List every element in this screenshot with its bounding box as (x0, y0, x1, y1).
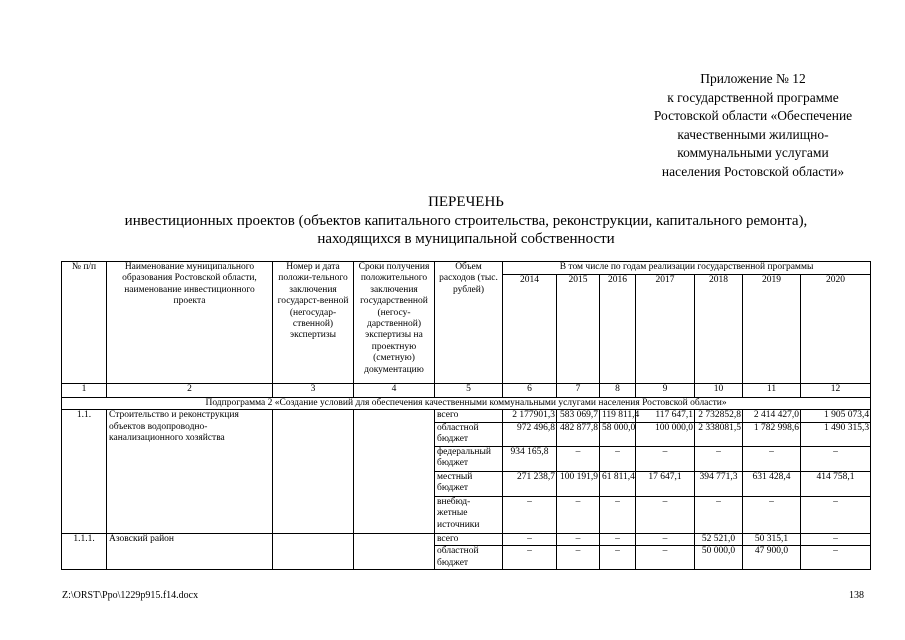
header-year: 2016 (600, 275, 636, 384)
value-cell: 1 905 073,4 (801, 410, 871, 422)
value-cell: 2 732852,8 (695, 410, 743, 422)
project-name: Строительство и реконструкция объектов водопроводно-канализационного хозяйства (107, 410, 273, 533)
investment-projects-table (61, 261, 871, 570)
funding-source: областной бюджет (435, 422, 503, 446)
header-volume: Объем расходов (тыс. рублей) (435, 262, 503, 384)
expertise-term-cell (354, 410, 435, 533)
expertise-date-cell (273, 410, 354, 533)
page-number: 138 (849, 590, 864, 601)
value-cell: 52 521,0 (695, 533, 743, 545)
col-number: 10 (695, 384, 743, 398)
appendix-line: Ростовской области «Обеспечение (653, 108, 853, 123)
value-cell: – (636, 533, 695, 545)
file-path: Z:\ORST\Ppo\1229p915.f14.docx (62, 590, 199, 601)
value-cell: 482 877,8 (557, 422, 600, 446)
value-cell: – (557, 496, 600, 533)
funding-source: внебюд-жетные источники (435, 496, 503, 533)
value-cell: 271 238,7 (503, 471, 557, 496)
value-cell: – (600, 546, 636, 570)
value-cell: – (557, 546, 600, 570)
value-cell: 50 000,0 (695, 546, 743, 570)
column-numbers-row (62, 384, 871, 398)
col-number: 1 (62, 384, 107, 398)
col-number: 9 (636, 384, 695, 398)
value-cell: – (801, 546, 871, 570)
row-number: 1.1. (62, 410, 107, 533)
col-number: 8 (600, 384, 636, 398)
value-cell: – (801, 496, 871, 533)
header-num: № п/п (62, 262, 107, 384)
value-cell: 2 177901,3 (503, 410, 557, 422)
value-cell: 2 414 427,0 (743, 410, 801, 422)
title-heading: ПЕРЕЧЕНЬ (428, 194, 504, 210)
appendix-line: к государственной программе (667, 89, 839, 105)
value-cell: – (503, 546, 557, 570)
value-cell: 394 771,3 (695, 471, 743, 496)
value-cell: – (600, 446, 636, 471)
value-cell: – (557, 533, 600, 545)
value-cell: – (743, 446, 801, 471)
header-expertise-date: Номер и дата положи-тельного заключения государст-венной (негосудар-ственной) экспертизы (273, 262, 354, 384)
col-number: 5 (435, 384, 503, 398)
project-name: Азовский район (107, 533, 273, 569)
value-cell: – (636, 496, 695, 533)
header-year: 2019 (743, 275, 801, 384)
value-cell: 934 165,8 (503, 446, 557, 471)
value-cell: – (600, 533, 636, 545)
title-line: инвестиционных проектов (объектов капитального строительства, реконструкции, капитального ремонта), (124, 212, 808, 229)
col-number: 2 (107, 384, 273, 398)
appendix-line: коммунальными услугами (677, 145, 829, 160)
appendix-line: качественными жилищно- (677, 126, 829, 142)
value-cell: 631 428,4 (743, 471, 801, 496)
col-number: 3 (273, 384, 354, 398)
value-cell: 1 490 315,3 (801, 422, 871, 446)
header-year: 2018 (695, 275, 743, 384)
funding-source: федеральный бюджет (435, 446, 503, 471)
value-cell: – (801, 446, 871, 471)
value-cell: – (695, 496, 743, 533)
value-cell: 50 315,1 (743, 533, 801, 545)
value-cell: 58 000,0 (600, 422, 636, 446)
table-row (62, 533, 871, 545)
value-cell: – (636, 446, 695, 471)
subprogram-row: Подпрограмма 2 «Создание условий для обеспечения качественными коммунальными услугами населения Ростовской области» (62, 398, 871, 410)
header-name: Наименование муниципального образования Ростовской области, наименование инвестиционного проекта (107, 262, 273, 384)
col-number: 11 (743, 384, 801, 398)
value-cell: 119 811,4 (600, 410, 636, 422)
header-year: 2020 (801, 275, 871, 384)
value-cell: 117 647,1 (636, 410, 695, 422)
value-cell: – (743, 496, 801, 533)
header-year: 2014 (503, 275, 557, 384)
value-cell: – (503, 533, 557, 545)
document-title (40, 193, 892, 249)
col-number: 6 (503, 384, 557, 398)
funding-source: областной бюджет (435, 546, 503, 570)
value-cell: – (636, 546, 695, 570)
expertise-term-cell (354, 533, 435, 569)
value-cell: 61 811,4 (600, 471, 636, 496)
header-by-years: В том числе по годам реализации государственной программы (503, 262, 871, 275)
funding-source: всего (435, 410, 503, 422)
funding-source: всего (435, 533, 503, 545)
row-number: 1.1.1. (62, 533, 107, 569)
value-cell: – (503, 496, 557, 533)
appendix-line: Приложение № 12 (700, 71, 806, 86)
title-line: находящихся в муниципальной собственности (317, 231, 615, 247)
value-cell: – (695, 446, 743, 471)
header-year: 2017 (636, 275, 695, 384)
header-year: 2015 (557, 275, 600, 384)
value-cell: 100 000,0 (636, 422, 695, 446)
value-cell: – (801, 533, 871, 545)
header-expertise-term: Сроки получения положительного заключения государственной (негосу-дарственной) экспертизы на проектную (сметную) документацию (354, 262, 435, 384)
col-number: 4 (354, 384, 435, 398)
appendix-block (608, 70, 898, 181)
value-cell: 100 191,9 (557, 471, 600, 496)
table-row (62, 410, 871, 422)
value-cell: – (557, 446, 600, 471)
value-cell: – (600, 496, 636, 533)
value-cell: 414 758,1 (801, 471, 871, 496)
expertise-date-cell (273, 533, 354, 569)
value-cell: 47 900,0 (743, 546, 801, 570)
col-number: 12 (801, 384, 871, 398)
value-cell: 2 338081,5 (695, 422, 743, 446)
value-cell: 17 647,1 (636, 471, 695, 496)
col-number: 7 (557, 384, 600, 398)
value-cell: 1 782 998,6 (743, 422, 801, 446)
value-cell: 583 069,7 (557, 410, 600, 422)
funding-source: местный бюджет (435, 471, 503, 496)
appendix-line: населения Ростовской области» (661, 163, 845, 179)
value-cell: 972 496,8 (503, 422, 557, 446)
